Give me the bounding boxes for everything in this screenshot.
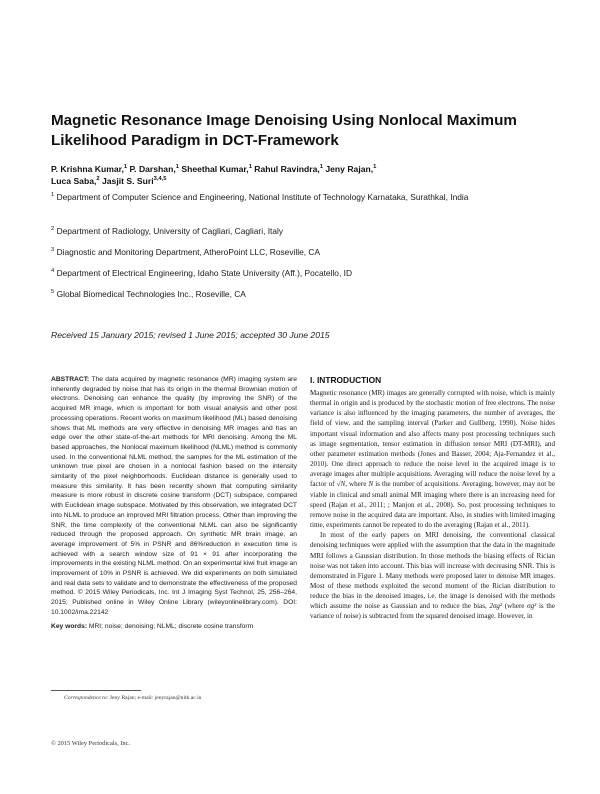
- author-line-2: Luca Saba,$^2$ Jasjit S. Suri$^{3,4,5}$: [51, 176, 167, 186]
- received-dates: Received 15 January 2015; revised 1 June 2015; accepted 30 June 2015: [51, 330, 330, 340]
- affiliation-3: $^3$ Diagnostic and Monitoring Department, AtheroPoint LLC, Roseville, CA: [51, 247, 321, 257]
- affiliation-2: $^2$ Department of Radiology, University of Cagliari, Cagliari, Italy: [51, 226, 284, 236]
- section-heading: I. INTRODUCTION: [310, 375, 382, 385]
- affiliation-5: $^5$ Global Biomedical Technologies Inc., Roseville, CA: [51, 289, 246, 299]
- right-column: [310, 375, 555, 622]
- left-column: [51, 375, 297, 631]
- math-sqrt-n: √N: [336, 480, 346, 489]
- footnote-divider: [51, 690, 141, 691]
- correspondence-footnote: Correspondence to: Jeny Rajan; e-mail: jenyrajan@nitk.ac.in: [64, 695, 202, 701]
- author-list: [51, 163, 551, 187]
- math-sigma-sq: σg²: [527, 602, 537, 611]
- affiliation-4: $^4$ Department of Electrical Engineering, Idaho State University (Aff.), Pocatello, ID: [51, 268, 352, 278]
- keywords: [51, 622, 297, 632]
- affiliation-1: $^1$ Department of Computer Science and Engineering, National Institute of Technology Karnataka, Surathkal, India: [51, 192, 469, 202]
- abstract-citation: © 2015 Wiley Periodicals, Inc. Int J Imaging Syst Technol, 25, 256–264, 2015; Published online in Wiley Online Library (wileyonlinelibrary.com). DOI: 10.1002/ima.22142: [51, 589, 297, 616]
- copyright-line: © 2015 Wiley Periodicals, Inc.: [51, 740, 131, 747]
- intro-paragraph-2: In most of the early papers on MRI denoising, the conventional classical denoising techniques were applied with the assumption that the data in the magnitude MRI follows a Gaussian distribution. In those methods the biasing effects of Rician noise was not taken into account. This bias will increase with decreasing SNR. This is demonstrated in Figure 1. Many methods were proposed later to denoise MR images. Most of these methods exploited the second moment of the Rician distribution to reduce the bias in the denoised images, i.e. the image is denoised with the methods which assume the noise as Gaussian and to reduce the bias, 2σg² (where σg² is the variance of noise) is subtracted from the squared denoised image. However, in: [310, 531, 555, 621]
- keywords-text: MRI; noise; denoising; NLML; discrete cosine transform: [87, 622, 254, 630]
- abstract-label: ABSTRACT:: [51, 376, 90, 383]
- abstract-text: The data acquired by magnetic resonance (MR) imaging system are inherently degraded by noise that has its origin in the thermal Brownian motion of electrons. Denoising can enhance the quality (by improving the SNR) of the acquired MR image, which is important for both visual analysis and other post processing operations. Recent works on maximum likelihood (ML) based denoising shows that ML methods are very effective in denoising MR images and has an edge over the other state-of-the-art methods for MRI denoising. Among the ML based approaches, the Nonlocal maximum likelihood (NLML) method is commonly used. In the conventional NLML method, the samples for the ML estimation of the unknown true pixel are chosen in a nonlocal fashion based on the intensity similarity of the pixel neighborhoods. Euclidean distance is generally used to measure this similarity. It has been recently shown that computing similarity measure is more robust in discrete cosine transform (DCT) subspace, compared with Euclidean image subspace. Motivated by this observation, we integrated DCT into NLML to produce an improved MRI filtration process. Other than improving the SNR, the time complexity of the conventional NLML can also be significantly reduced through the proposed approach. On synthetic MR brain image, an average improvement of 5% in PSNR and 86%reduction in execution time is achieved with a search window size of 91 × 91 after incorporating the improvements in the existing NLML method. On an experimental kiwi fruit image an improvement of 10% in PSNR is achieved. We did experiments on both simulated and real data sets to validate and to demonstrate the effectiveness of the proposed method.: [51, 376, 297, 597]
- math-two-sigma-sq: 2σg²: [489, 602, 503, 611]
- author-line-1: P. Krishna Kumar,$^1$ P. Darshan,$^1$ Sheethal Kumar,$^1$ Rahul Ravindra,$^1$ Jeny Rajan,$^1$: [51, 164, 377, 174]
- intro-paragraph-1: Magnetic resonance (MR) images are generally corrupted with noise, which is mainly thermal in origin and is produced by the stochastic motion of free electrons. The noise variance is also influenced by the imaging parameters, the number of averages, the field of view, and the sampling interval (Parker and Gullberg, 1990). Noise hides important visual information and also affects many post processing techniques such as image segmentation, tensor estimation in diffusion tensor MRI (DT-MRI), and other parameter estimation methods (Jones and Basser, 2004; Aja-Fernandez et al., 2010). One direct approach to reduce the noise level in the acquired image is to average images after multiple acquisitions. Averaging will reduce the noise level by a factor of √N, where N is the number of acquisitions. Averaging, however, may not be viable in clinical and small animal MR imaging where there is an increasing need for speed (Rajan et al., 2011; ; Manjon et al., 2008). So, post processing techniques to remove noise in the acquired data are important. Also, in studies with limited imaging time, experiments cannot be repeated to do the averaging (Rajan et al., 2011).: [310, 389, 555, 530]
- keywords-label: Key words:: [51, 622, 88, 630]
- paper-title: Magnetic Resonance Image Denoising Using Nonlocal Maximum Likelihood Paradigm in DCT-Framework: [51, 112, 517, 149]
- abstract: [51, 375, 297, 618]
